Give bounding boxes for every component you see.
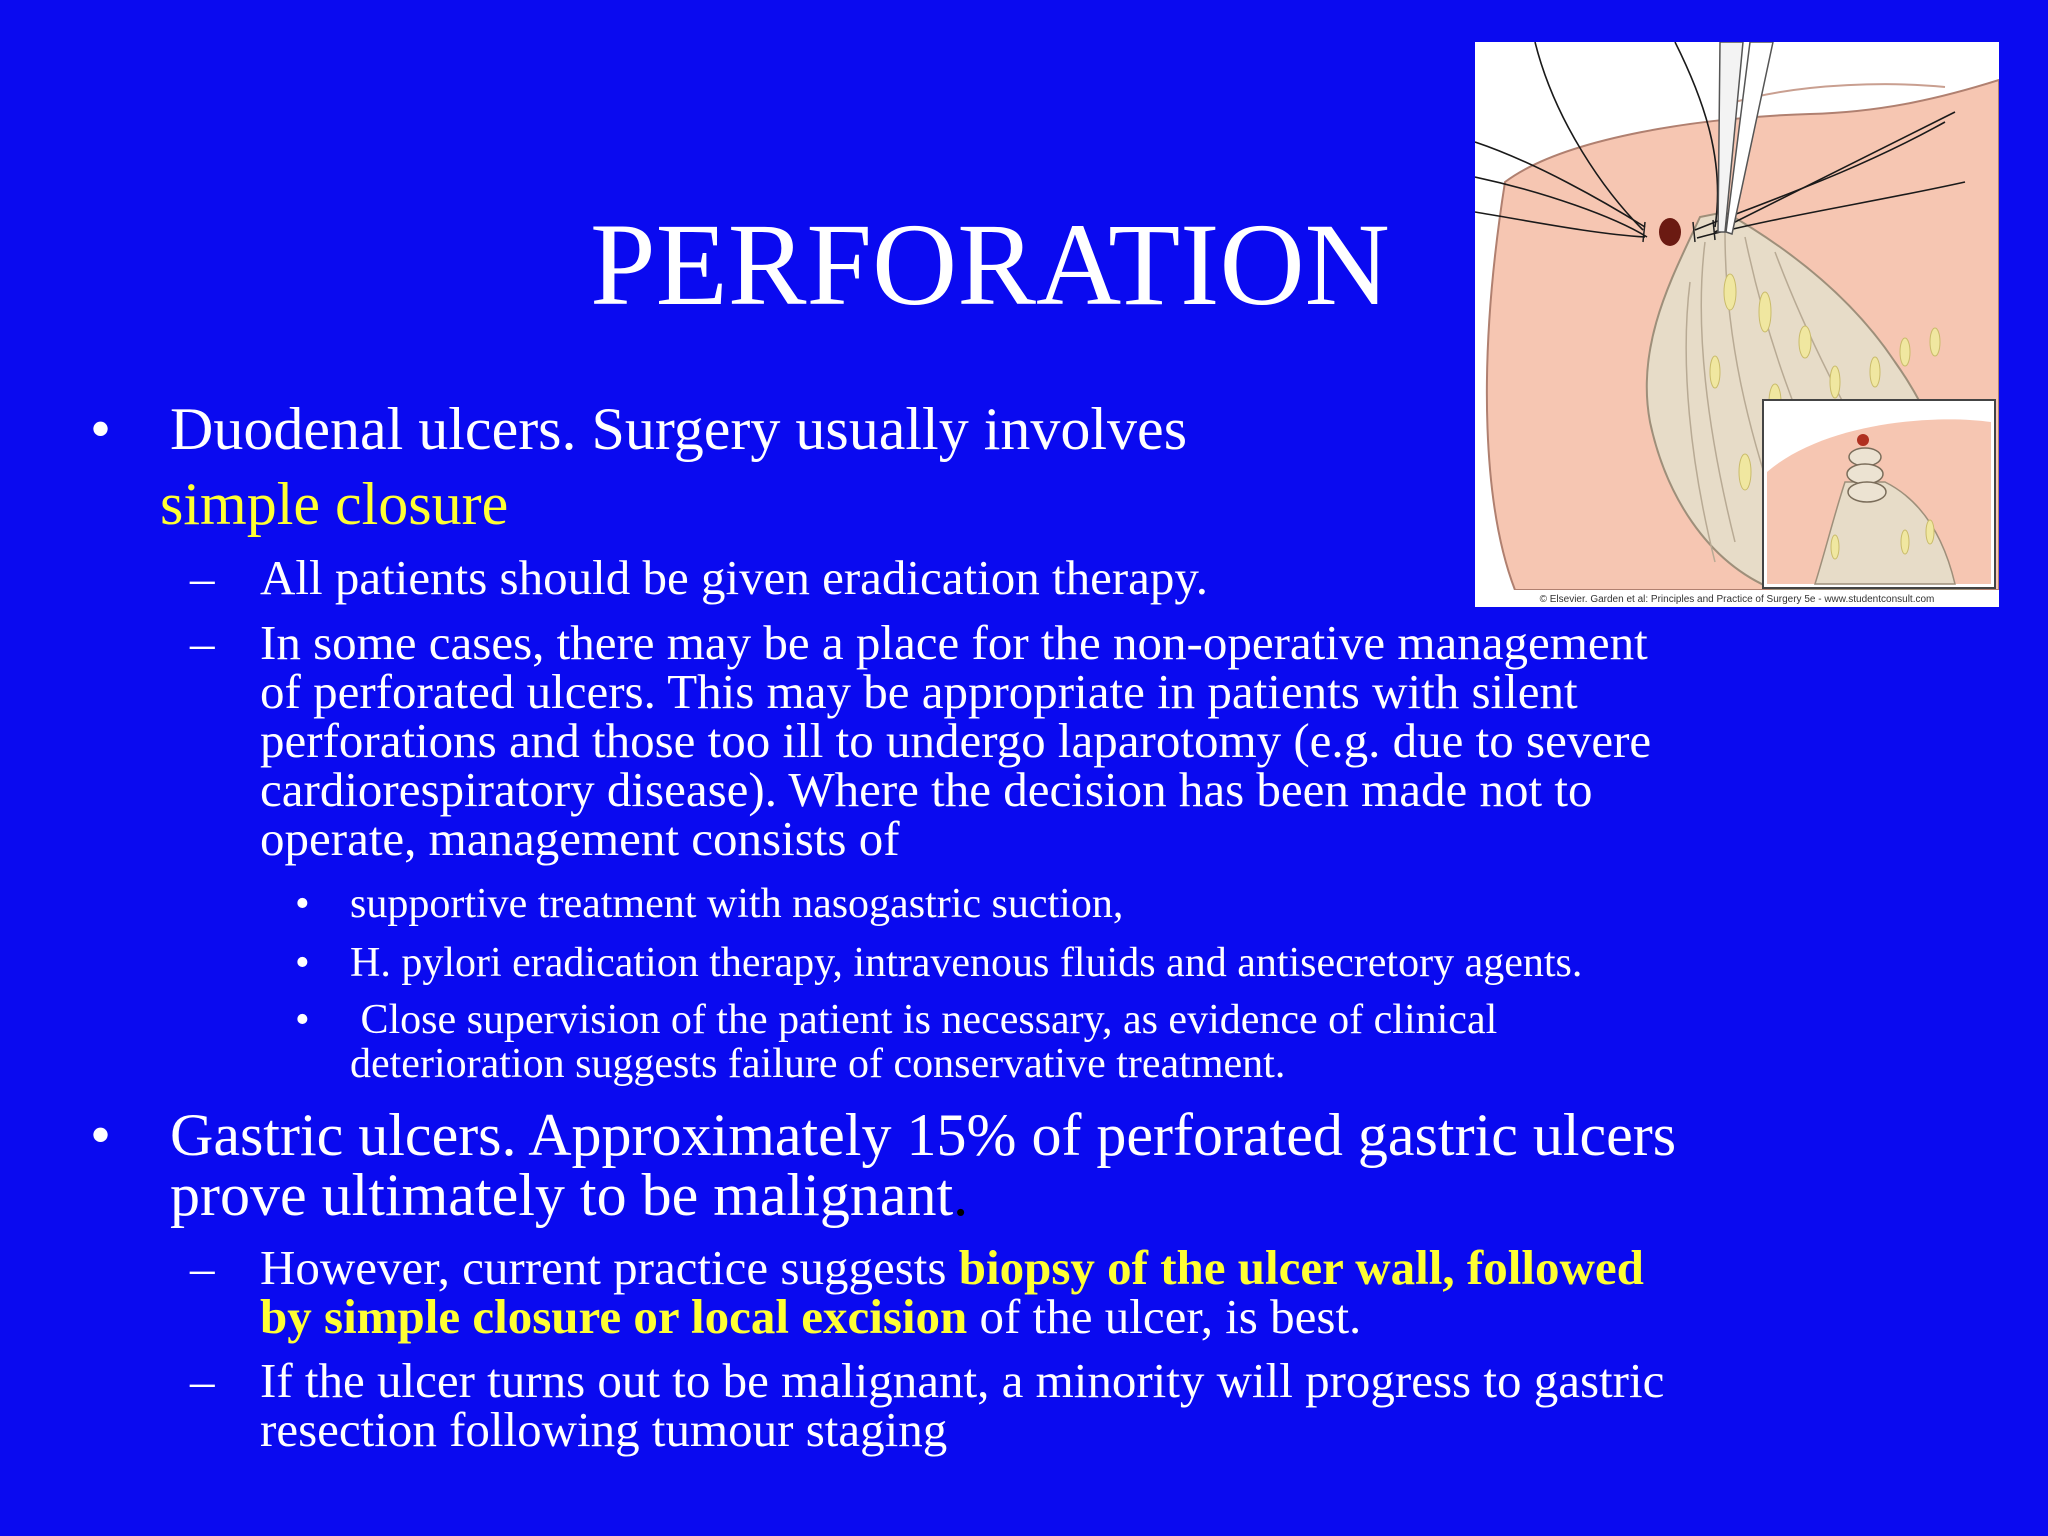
bullet-text-line: Gastric ulcers. Approximately 15% of perforated gastric ulcers — [170, 1102, 1677, 1168]
bullet-marker: • — [295, 997, 310, 1043]
bullet-text-line-main: prove ultimately to be malignant — [170, 1162, 954, 1228]
bullet-marker: • — [90, 1102, 112, 1168]
bullet-marker: • — [295, 881, 310, 927]
surgical-illustration — [1475, 42, 1999, 607]
sub-sub-bullet-line: Close supervision of the patient is necessary, as evidence of clinical — [350, 997, 1498, 1043]
sub-bullet-line — [260, 1240, 1644, 1295]
sub-bullet-line: cardiorespiratory disease). Where the decision has been made not to — [260, 762, 1593, 817]
slide-title: PERFORATION — [590, 199, 1390, 330]
sub-bullet-line: resection following tumour staging — [260, 1402, 948, 1457]
sub-bullet-line: In some cases, there may be a place for the non-operative management — [260, 615, 1648, 670]
trailing-period: . — [953, 1162, 969, 1228]
sub-bullet-line: If the ulcer turns out to be malignant, a minority will progress to gastric — [260, 1353, 1665, 1408]
dash-marker: – — [190, 1240, 215, 1295]
perforation-closure-drawing — [1475, 42, 1999, 590]
bullet-marker: • — [295, 940, 310, 986]
dash-marker: – — [190, 550, 215, 605]
closure-highlight: by simple closure or local excision — [260, 1289, 968, 1344]
sub-bullet-line — [260, 1289, 1362, 1344]
bullet-marker: • — [90, 396, 112, 462]
sub-bullet-line: operate, management consists of — [260, 811, 900, 866]
closure-suffix: of the ulcer, is best. — [967, 1289, 1362, 1344]
sub-sub-bullet-line: deterioration suggests failure of conservative treatment. — [350, 1041, 1286, 1087]
highlight-simple-closure: simple closure — [160, 471, 509, 537]
bullet-text-line — [170, 1164, 968, 1226]
dash-marker: – — [190, 615, 215, 670]
biopsy-prefix: However, current practice suggests — [260, 1240, 959, 1295]
sub-bullet-line: perforations and those too ill to undergo laparotomy (e.g. due to severe — [260, 713, 1652, 768]
figure-caption: © Elsevier. Garden et al: Principles and Practice of Surgery 5e - www.studentconsult.com — [1539, 594, 1935, 605]
sub-sub-bullet-text: H. pylori eradication therapy, intravenous fluids and antisecretory agents. — [350, 940, 1583, 986]
bullet-duodenal-highlight — [160, 473, 508, 535]
sub-bullet-text: All patients should be given eradication therapy. — [260, 550, 1208, 605]
bullet-text: Duodenal ulcers. Surgery usually involves — [170, 396, 1188, 462]
sub-sub-bullet-text: supportive treatment with nasogastric suction, — [350, 881, 1124, 927]
dash-marker: – — [190, 1353, 215, 1408]
biopsy-highlight: biopsy of the ulcer wall, followed — [958, 1240, 1644, 1295]
sub-bullet-line: of perforated ulcers. This may be appropriate in patients with silent — [260, 664, 1578, 719]
